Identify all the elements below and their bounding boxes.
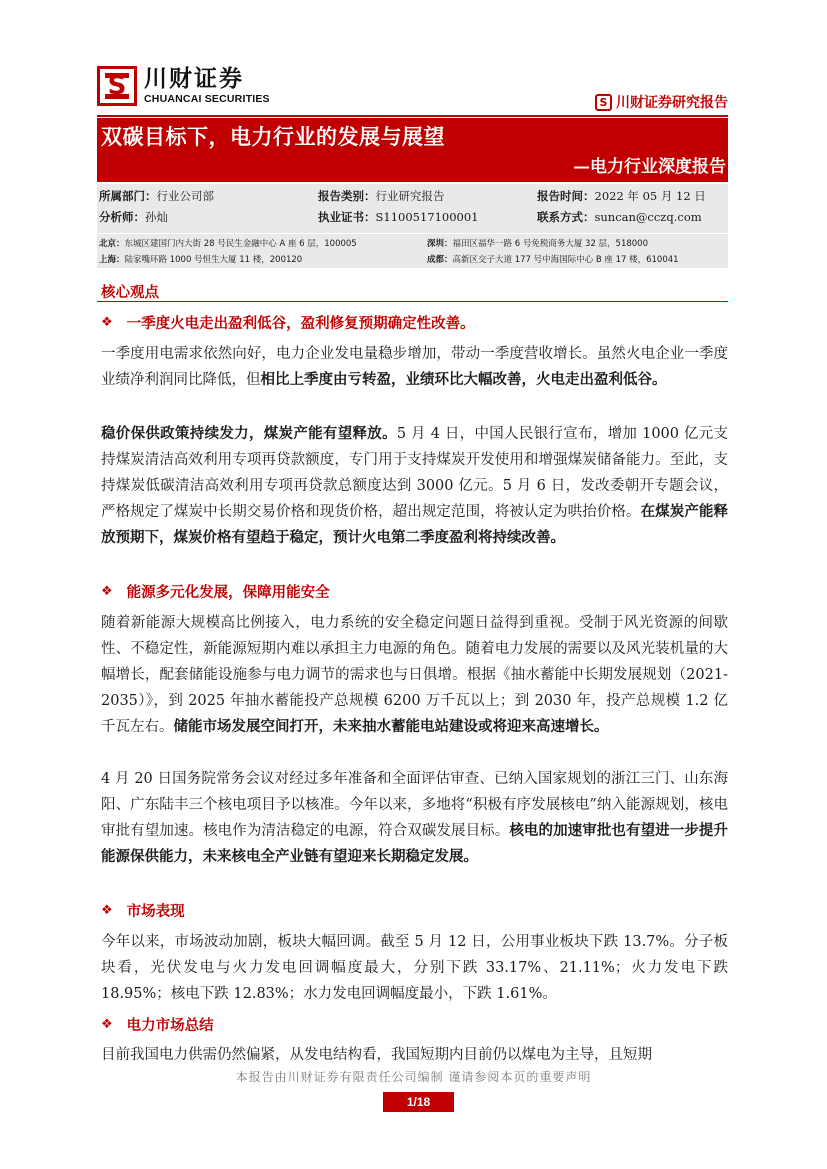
section-heading-summary: ❖ 电力市场总结: [101, 1017, 214, 1034]
header-divider: [97, 115, 728, 117]
core-view-title: 核心观点: [101, 284, 159, 301]
core-view-divider: [97, 301, 728, 302]
page-number: 1/18: [383, 1092, 454, 1112]
section-heading-market: ❖ 市场表现: [101, 903, 185, 920]
brand-tag-label: 川财证券研究报告: [616, 95, 728, 111]
address-shenzhen: 深圳：福田区福华一路 6 号免税商务大厦 32 层，518000: [427, 239, 648, 249]
meta-report-type: 报告类别：行业研究报告: [318, 189, 445, 203]
bullet-icon: ❖: [101, 1017, 113, 1032]
paragraph-nuclear: 4 月 20 日国务院常务会议对经过多年准备和全面评估审查、已纳入国家规划的浙江三门、山东海阳、广东陆丰三个核电项目予以核准。今年以来，多地将“积极有序发展核电”纳入能源规划，核电审批有望加速。核电作为清洁稳定的电源，符合双碳发展目标。核电的加速审批也有望进一步提升能源保供能力，未来核电全产业链有望迎来长期稳定发展。: [101, 771, 729, 865]
report-title: 双碳目标下，电力行业的发展与展望: [101, 124, 445, 149]
footer-disclaimer: 本报告由川财证券有限责任公司编制 谨请参阅本页的重要声明: [235, 1070, 592, 1084]
brand-icon: S: [595, 94, 612, 111]
report-meta: [97, 184, 728, 268]
address-beijing: 北京：东城区建国门内大街 28 号民生金融中心 A 座 6 层，100005: [99, 239, 357, 249]
bullet-icon: ❖: [101, 584, 113, 599]
meta-separator: [97, 233, 728, 234]
address-chengdu: 成都：高新区交子大道 177 号中海国际中心 B 座 17 楼，610041: [427, 255, 679, 265]
paragraph-market-performance: 今年以来，市场波动加剧，板块大幅回调。截至 5 月 12 日，公用事业板块下跌 13.7%。分子板块看，光伏发电与火力发电回调幅度最大，分别下跌 33.17%、21.11%；火力发电下跌 18.95%；核电下跌 12.83%；水力发电回调幅度最小，下跌 1.61%。: [101, 934, 728, 1002]
logo-mark-icon: S: [97, 66, 137, 106]
report-subtitle: —电力行业深度报告: [573, 157, 726, 177]
meta-certificate: 执业证书：S1100517100001: [318, 210, 479, 224]
logo-name-cn: 川财证券: [144, 66, 244, 92]
paragraph-energy-storage: 随着新能源大规模高比例接入，电力系统的安全稳定问题日益得到重视。受制于风光资源的间歇性、不稳定性，新能源短期内难以承担主力电源的角色。随着电力发展的需要以及风光装机量的大幅增长，配套储能设施参与电力调节的需求也与日俱增。根据《抽水蓄能中长期发展规划（2021-2035）》，到 2025 年抽水蓄能投产总规模 6200 万千瓦以上；到 2030 年，投产总规模 1.2 亿千瓦左右。储能市场发展空间打开，未来抽水蓄能电站建设或将迎来高速增长。: [101, 615, 728, 735]
bullet-icon: ❖: [101, 315, 113, 330]
title-banner: [97, 118, 728, 182]
address-shanghai: 上海：陆家嘴环路 1000 号恒生大厦 11 楼，200120: [99, 255, 303, 265]
paragraph-thermal-q1: 一季度用电需求依然向好，电力企业发电量稳步增加，带动一季度营收增长。虽然火电企业一季度业绩净利润同比降低，但相比上季度由亏转盈，业绩环比大幅改善，火电走出盈利低谷。: [101, 346, 728, 388]
meta-contact[interactable]: 联系方式：suncan@cczq.com: [537, 210, 702, 224]
company-logo: [97, 66, 270, 106]
paragraph-summary: 目前我国电力供需仍然偏紧，从发电结构看，我国短期内目前仍以煤电为主导，且短期: [101, 1047, 652, 1063]
research-report-tag: [595, 92, 728, 112]
section-heading-thermal: ❖ 一季度火电走出盈利低谷，盈利修复预期确定性改善。: [101, 315, 475, 332]
bullet-icon: ❖: [101, 903, 113, 918]
meta-analyst: 分析师：孙灿: [99, 210, 168, 224]
meta-department: 所属部门：行业公司部: [99, 189, 214, 203]
section-heading-energy-diversity: ❖ 能源多元化发展，保障用能安全: [101, 584, 330, 601]
meta-report-time: 报告时间：2022 年 05 月 12 日: [537, 189, 706, 203]
paragraph-coal-policy: 稳价保供政策持续发力，煤炭产能有望释放。5 月 4 日，中国人民银行宣布，增加 1000 亿元支持煤炭清洁高效利用专项再贷款额度，专门用于支持煤炭开发使用和增强煤炭储备能力。至此，支持煤炭低碳清洁高效利用专项再贷款总额度达到 3000 亿元。5 月 6 日，发改委朝开专题会议，严格规定了煤炭中长期交易价格和现货价格，超出规定范围，将被认定为哄抬价格。在煤炭产能释放预期下，煤炭价格有望趋于稳定，预计火电第二季度盈利将持续改善。: [101, 425, 729, 546]
logo-name-en: CHUANCAI SECURITIES: [144, 93, 270, 105]
